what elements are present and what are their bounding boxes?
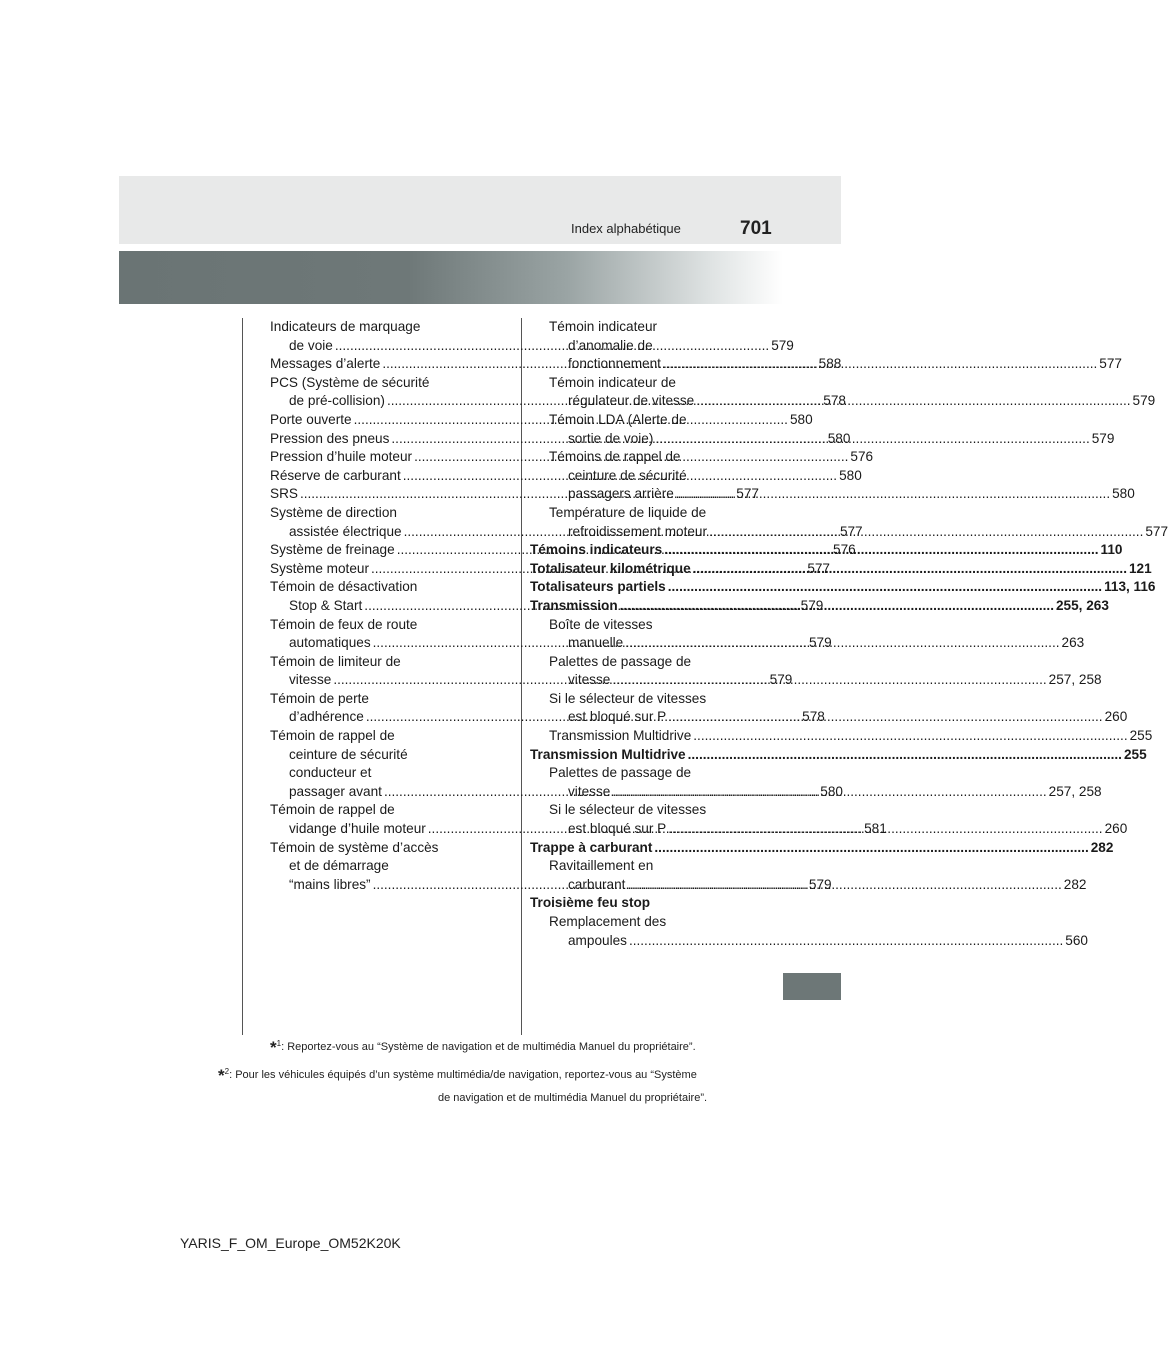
footnote-number: 2 — [224, 1067, 230, 1076]
index-entry-text: d’adhérence — [289, 709, 364, 725]
index-entry-text: Transmission Multidrive — [530, 746, 686, 762]
index-entry — [530, 839, 1114, 858]
index-entry-text: passagers arrière — [568, 486, 674, 502]
footnote-text: : Reportez-vous au “Système de navigation et de multimédia Manuel du propriétaire”. — [281, 1041, 696, 1053]
index-page-ref: 581 — [864, 821, 887, 837]
index-page-ref: 577 — [1099, 356, 1122, 372]
index-entry-text: Système de freinage — [270, 542, 395, 558]
index-entry-text: Témoin de feux de route — [270, 616, 418, 632]
footnote-1 — [270, 1038, 696, 1058]
index-entry-text: Témoins indicateurs — [530, 542, 663, 558]
index-page-ref: 257, 258 — [1048, 672, 1102, 688]
index-page-ref: 580 — [789, 411, 813, 427]
index-entry-text: Ravitaillement en — [549, 858, 654, 874]
index-entry-text: Messages d’alerte — [270, 356, 381, 372]
index-entry-text: manuelle — [568, 635, 624, 651]
footnote-2-continuation: de navigation et de multimédia Manuel du propriétaire”. — [438, 1092, 708, 1104]
index-entry-line — [530, 485, 1135, 504]
leader-dots — [663, 356, 1097, 371]
index-entry-text: ampoules — [568, 932, 627, 948]
index-entry-text: refroidissement moteur — [568, 523, 708, 539]
index-entry-text: Pression d’huile moteur — [270, 449, 413, 465]
chapter-gradient-band — [119, 251, 841, 304]
index-page-ref: 579 — [808, 876, 832, 892]
index-entry-line — [530, 932, 1088, 951]
index-page-ref: 255 — [1123, 746, 1147, 762]
index-entry-line — [530, 523, 1168, 542]
index-entry-text: Température de liquide de — [549, 504, 707, 520]
index-entry-text: Boîte de vitesses — [549, 616, 653, 632]
index-entry-text: Système moteur — [270, 560, 369, 576]
index-page-ref: 577 — [736, 486, 759, 502]
index-entry-text: de pré-collision) — [289, 393, 385, 409]
index-entry-line — [530, 746, 1147, 765]
index-page-ref: 576 — [833, 542, 856, 558]
index-entry-text: sortie de voie) — [568, 430, 654, 446]
leader-dots — [693, 561, 1127, 576]
index-page-ref: 255, 263 — [1055, 597, 1109, 613]
leader-dots — [668, 709, 1102, 724]
index-entry-text: Système de direction — [270, 504, 397, 520]
leader-dots — [612, 672, 1046, 687]
index-entry-text: Palettes de passage de — [549, 653, 692, 669]
index-page-ref: 257, 258 — [1048, 783, 1102, 799]
index-page-ref: 282 — [1090, 839, 1114, 855]
index-entry-line — [270, 671, 793, 690]
index-page-ref: 579 — [1091, 430, 1115, 446]
header-band — [119, 176, 841, 244]
leader-dots — [654, 840, 1088, 855]
index-entry-line — [530, 727, 1153, 746]
index-entry-text: Pression des pneus — [270, 430, 390, 446]
index-entry-text: Témoin de système d’accès — [270, 839, 439, 855]
index-page-ref: 579 — [771, 337, 794, 353]
index-entry-text: vitesse — [289, 672, 332, 688]
index-entry-text: Totalisateur kilométrique — [530, 560, 691, 576]
leader-dots — [620, 598, 1054, 613]
index-page-ref: 260 — [1104, 821, 1128, 837]
index-entry-text: Témoin indicateur de — [549, 374, 676, 390]
index-entry-text: carburant — [568, 876, 626, 892]
index-page-ref: 577 — [839, 523, 863, 539]
column-rule-left — [242, 318, 243, 1035]
leader-dots — [627, 877, 1061, 892]
leader-dots — [693, 728, 1127, 743]
leader-dots — [709, 524, 1143, 539]
index-page-ref: 110 — [1100, 542, 1123, 558]
index-entry-text: Palettes de passage de — [549, 765, 692, 781]
index-entry-text: Si le sélecteur de vitesses — [549, 802, 707, 818]
index-entry-text: Témoin de perte — [270, 690, 369, 706]
leader-dots — [696, 393, 1130, 408]
leader-dots — [676, 486, 1110, 501]
index-entry-text: Totalisateurs partiels — [530, 579, 666, 595]
leader-dots — [664, 542, 1098, 557]
index-entry-text: et de démarrage — [289, 858, 389, 874]
leader-dots — [688, 747, 1122, 762]
index-entry-line — [530, 839, 1114, 858]
index-entry-text: Témoin de rappel de — [270, 802, 395, 818]
index-entry-text: vitesse — [568, 672, 611, 688]
index-entry-text: Remplacement des — [549, 914, 667, 929]
index-entry-text: Trappe à carburant — [530, 839, 653, 855]
index-entry-text: Témoins de rappel de — [549, 449, 681, 465]
index-entry-text: PCS (Système de sécurité — [270, 374, 430, 390]
index-entry-text: Si le sélecteur de vitesses — [549, 690, 707, 706]
index-entry-text: assistée électrique — [289, 523, 402, 539]
index-entry-text: Témoin LDA (Alerte de — [549, 411, 687, 427]
leader-dots — [629, 933, 1063, 948]
index-entry-text: est bloqué sur P — [568, 821, 667, 837]
page-number: 701 — [740, 218, 772, 239]
leader-dots — [668, 821, 1102, 836]
index-entry — [530, 578, 1156, 597]
index-entry-text: vidange d’huile moteur — [289, 821, 426, 837]
leader-dots — [668, 579, 1102, 594]
index-entry-text: de voie — [289, 337, 333, 353]
index-page-ref: 260 — [1104, 709, 1128, 725]
index-entry-text: conducteur et — [289, 765, 372, 781]
index-entry-text: Réserve de carburant — [270, 467, 401, 483]
index-entry-text: ceinture de sécurité — [568, 467, 687, 483]
index-entry-text: ceinture de sécurité — [289, 746, 408, 762]
index-entry — [530, 504, 1168, 541]
index-entry — [530, 727, 1153, 746]
index-page-ref: 579 — [800, 597, 824, 613]
index-entry-text: passager avant — [289, 783, 382, 799]
index-entry-text: fonctionnement — [568, 356, 661, 372]
index-entry-text: Porte ouverte — [270, 411, 352, 427]
index-entry-text: “mains libres” — [289, 876, 371, 892]
index-page-ref: 577 — [1145, 523, 1168, 539]
index-page-ref: 121 — [1129, 560, 1152, 576]
index-entry-text: Transmission — [530, 597, 618, 613]
index-entry-text: Troisième feu stop — [530, 895, 651, 911]
index-page-ref: 577 — [807, 560, 830, 576]
index-page-ref: 579 — [1132, 393, 1156, 409]
index-page-ref: 580 — [827, 430, 851, 446]
leader-dots — [625, 635, 1059, 650]
index-entry-text: Témoin de rappel de — [270, 728, 395, 744]
index-entry — [530, 746, 1147, 765]
document-code: YARIS_F_OM_Europe_OM52K20K — [180, 1235, 401, 1251]
index-page-ref: 560 — [1065, 932, 1088, 948]
index-page-ref: 578 — [802, 709, 825, 725]
index-page-ref: 263 — [1061, 635, 1085, 651]
index-entry-text: est bloqué sur P — [568, 709, 667, 725]
footnote-star: * — [218, 1066, 225, 1085]
leader-dots — [655, 431, 1089, 446]
leader-dots — [612, 784, 1046, 799]
index-page-ref: 579 — [808, 635, 832, 651]
index-page-ref: 580 — [1112, 486, 1135, 502]
index-entry — [530, 913, 1088, 950]
index-entry-text: automatiques — [289, 635, 371, 651]
section-title: Index alphabétique — [571, 221, 681, 236]
index-entry — [530, 894, 750, 913]
index-entry-text: vitesse — [568, 783, 611, 799]
footnote-text: : Pour les véhicules équipés d’un système multimédia/de navigation, reportez-vous au “Système — [229, 1069, 697, 1081]
index-entry-line — [530, 578, 1156, 597]
index-entry-text: Transmission Multidrive — [549, 728, 692, 744]
index-entry-text: Indicateurs de marquage — [270, 319, 421, 334]
index-page-ref: 255 — [1129, 728, 1153, 744]
index-entry-text: Témoin de désactivation — [270, 579, 418, 595]
index-entry-text: d’anomalie de — [568, 337, 653, 353]
chapter-side-tab — [783, 973, 841, 1000]
index-entry-text: Témoin de limiteur de — [270, 653, 401, 669]
index-entry-text: Témoin indicateur — [549, 319, 658, 334]
index-page-ref: 576 — [850, 449, 874, 465]
footnote-number: 1 — [276, 1039, 282, 1048]
index-page-ref: 282 — [1063, 876, 1087, 892]
index-page-ref: 113, 116 — [1104, 579, 1156, 595]
index-entry-text: régulateur de vitesse — [568, 393, 695, 409]
index-page-ref: 578 — [823, 393, 846, 409]
index-page-ref: 580 — [839, 467, 862, 483]
index-page-ref: 588 — [818, 356, 842, 372]
index-page-ref: 579 — [769, 672, 793, 688]
index-page-ref: 580 — [820, 783, 843, 799]
footnote-star: * — [270, 1038, 277, 1057]
index-entry-text: Stop & Start — [289, 597, 363, 613]
index-entry-text: SRS — [270, 486, 298, 502]
footnote-2 — [218, 1066, 697, 1086]
